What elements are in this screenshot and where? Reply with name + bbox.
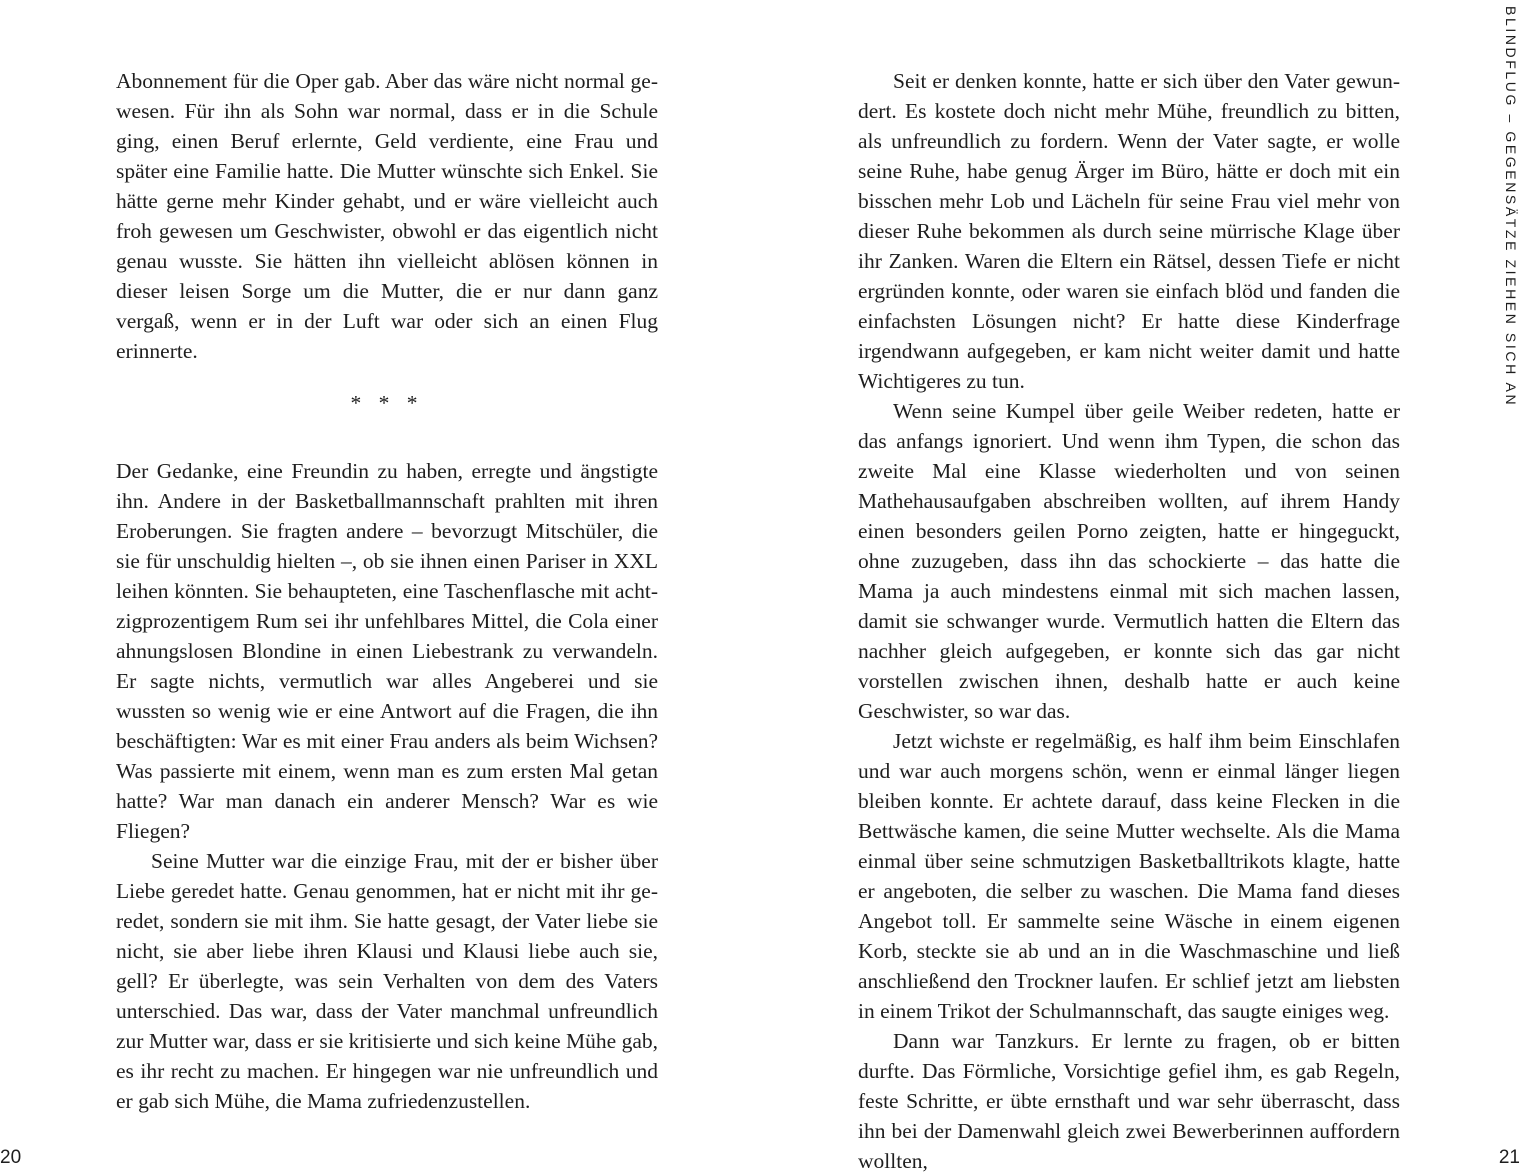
paragraph: Dann war Tanzkurs. Er lernte zu fragen, ob er bitten durfte. Das Förmliche, Vorsichtige gefiel ihm, es gab Regeln, feste Schritte, er übte ernsthaft und war sehr überrascht, dass ihn bei der Damenwahl gleich zwei Bewerberinnen auffordern wollten, [858,1029,1400,1173]
paragraph: Seit er denken konnte, hatte er sich über den Vater gewundert. Es kostete doch nicht mehr Mühe, freundlich zu bitten, als unfreundlich zu fordern. Wenn der Vater sagte, er wolle seine Ruhe, habe genug Ärger im Büro, hätte er doch mit ein bisschen mehr Lob und Lächeln für seine Frau viel mehr von dieser Ruhe bekommen als durch seine mürrische Klage über ihr Zanken. Waren die Eltern ein Rätsel, dessen Tiefe er nicht ergründen konnte, oder waren sie einfach blöd und fanden die einfachsten Lösungen nicht? Er hatte diese Kinderfrage irgendwann aufgegeben, er kam nicht weiter damit und hatte Wichtigeres zu tun. [858,69,1400,393]
page-number-right: 21 [1498,1147,1520,1168]
paragraph: Wenn seine Kumpel über geile Weiber redeten, hatte er das anfangs ignoriert. Und wenn ihm Typen, die schon das zweite Mal eine Klasse wiederholten und von seinen Mathehausaufgaben abschreiben wollten, auf ihrem Handy einen besonders geilen Porno zeigten, hatte er hingeguckt, ohne zuzugeben, dass ihn das schockierte – das hatte die Mama ja auch mindestens einmal mit sich machen lassen, damit sie schwanger wurde. Vermutlich hatten die Eltern das nachher gleich aufgegeben, er konnte sich das gar nicht vorstellen zwischen ihnen, deshalb hatte er auch keine Geschwister, so war das. [858,399,1400,723]
page-number-left: 20 [0,1147,22,1168]
left-page [0,0,760,1168]
paragraph: Jetzt wichste er regelmäßig, es half ihm beim Einschlafen und war auch morgens schön, wenn er einmal länger liegen bleiben konnte. Er achtete darauf, dass keine Flecken in die Bettwäsche kamen, die seine Mutter wechselte. Als die Mama einmal über seine schmutzigen Basketballtrikots klagte, hatte er angeboten, die selber zu waschen. Die Mama fand dieses Angebot toll. Er sammelte seine Wäsche in einem eigenen Korb, steckte sie ab und an in die Waschmaschine und ließ anschließend den Trockner laufen. Er schlief jetzt am liebsten in einem Trikot der Schulmannschaft, das saugte einiges weg. [858,729,1400,1023]
left-text-bottom [116,456,658,1116]
section-separator: * * * [350,391,424,415]
right-text [858,66,1400,1176]
left-text-top [116,66,658,366]
right-page [760,0,1520,1173]
running-head: BLINDFLUG – GEGENSÄTZE ZIEHEN SICH AN [1503,6,1519,408]
paragraph: Seine Mutter war die einzige Frau, mit der er bisher über Liebe geredet hatte. Genau genommen, hat er nicht mit ihr geredet, sondern sie mit ihm. Sie hatte gesagt, der Vater liebe sie nicht, sie aber liebe ihren Klausi und Klausi liebe auch sie, gell? Er überlegte, was sein Verhalten von dem des Vaters unterschied. Das war, dass der Vater manchmal unfreundlich zur Mutter war, dass er sie kritisierte und sich keine Mühe gab, es ihr recht zu machen. Er hingegen war nie unfreundlich und er gab sich Mühe, die Mama zufriedenzustellen. [116,849,658,1113]
paragraph: Der Gedanke, eine Freundin zu haben, erregte und ängstigte ihn. Andere in der Basketballmannschaft prahlten mit ihren Eroberungen. Sie fragten andere – bevorzugt Mitschüler, die sie für unschuldig hielten –, ob sie ihnen einen Pariser in XXL leihen könnten. Sie behaupteten, eine Taschenflasche mit achtzigprozentigem Rum sei ihr unfehlbares Mittel, die Cola einer ahnungslosen Blondine in einen Liebestrank zu verwandeln. Er sagte nichts, vermutlich war alles Angeberei und sie wussten so wenig wie er eine Antwort auf die Fragen, die ihn beschäftigten: War es mit einer Frau anders als beim Wichsen? Was passierte mit einem, wenn man es zum ersten Mal getan hatte? War man danach ein anderer Mensch? War es wie Fliegen? [116,459,658,843]
paragraph: Abonnement für die Oper gab. Aber das wäre nicht normal gewesen. Für ihn als Sohn war normal, dass er in die Schule ging, einen Beruf erlernte, Geld verdiente, eine Frau und später eine Familie hatte. Die Mutter wünschte sich Enkel. Sie hätte gerne mehr Kinder gehabt, und er wäre vielleicht auch froh gewesen um Geschwister, obwohl er das eigentlich nicht genau wusste. Sie hätten ihn vielleicht ablösen können in dieser leisen Sorge um die Mutter, die er nur dann ganz vergaß, wenn er in der Luft war oder sich an einen Flug erinnerte. [116,69,658,363]
